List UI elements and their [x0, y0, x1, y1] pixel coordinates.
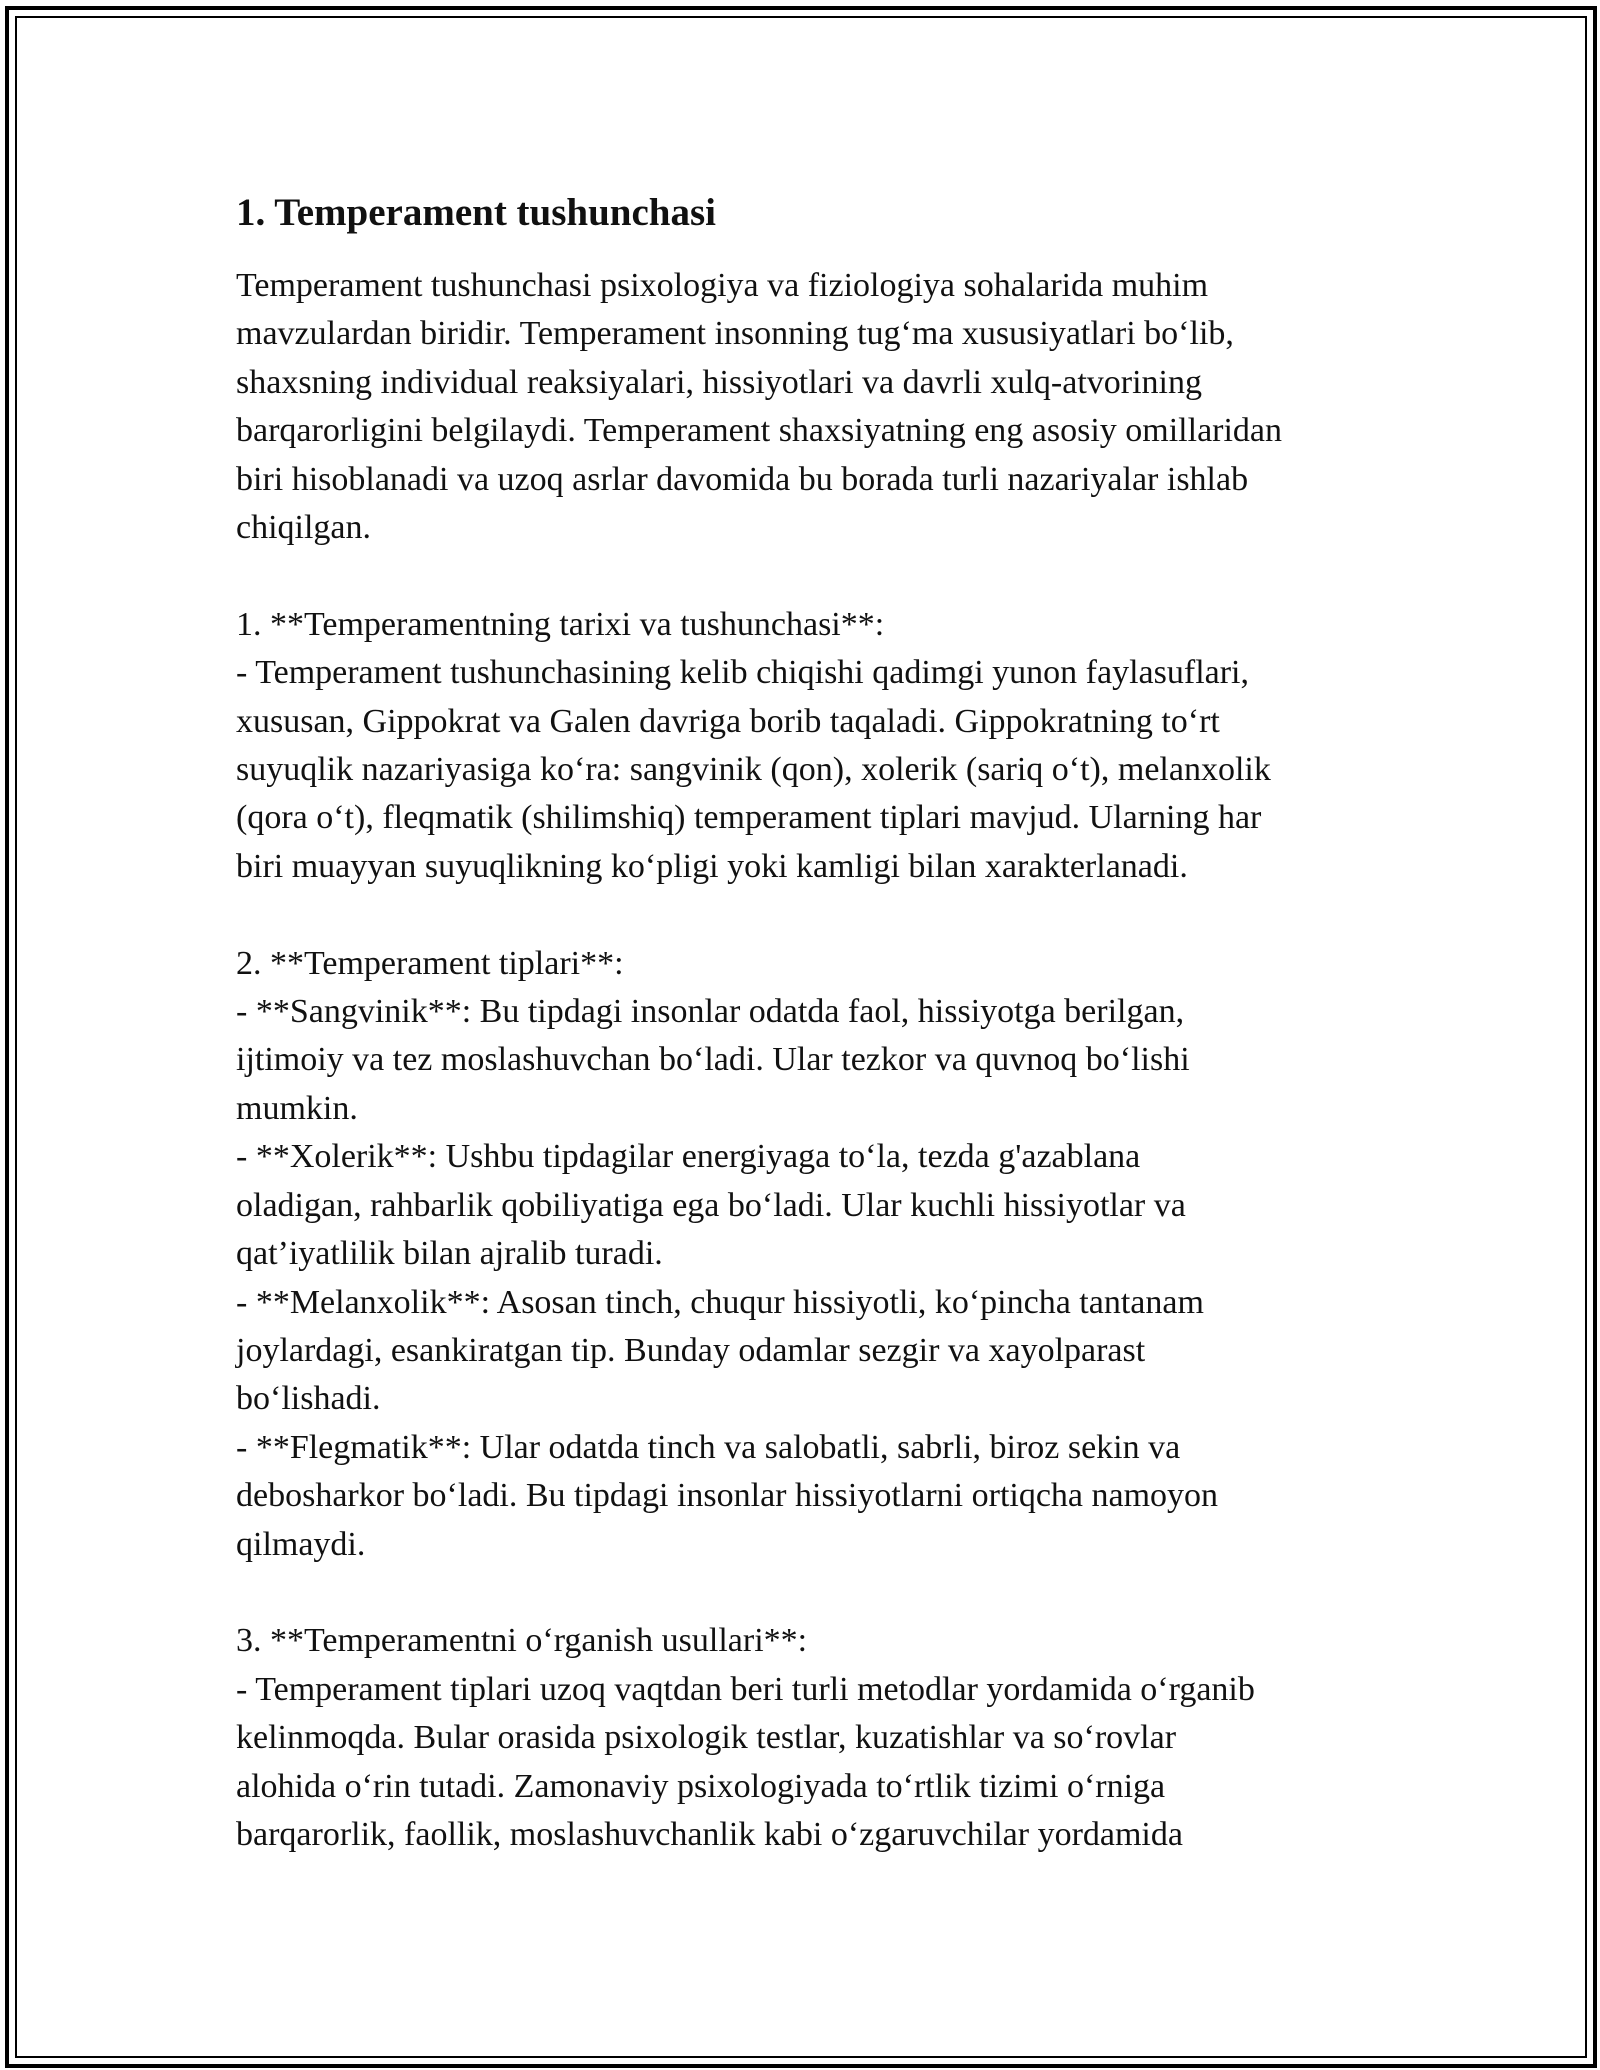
list-item: - Temperament tiplari uzoq vaqtdan beri turli metodlar yordamida o‘rganib kelinmoqda. Bular orasida psixologik testlar, kuzatishlar va so‘rovlar alohida o‘rin tutadi. Zamonaviy psixologiyada to‘rtlik tizimi o‘rniga barqarorlik, faollik, moslashuvchanlik kabi o‘zgaruvchilar yordamida — [236, 1670, 1255, 1853]
section-methods — [236, 1617, 1416, 1859]
section-title: 3. **Temperamentni o‘rganish usullari**: — [236, 1622, 808, 1660]
list-item: - Temperament tushunchasining kelib chiqishi qadimgi yunon faylasuflari, xususan, Gippokrat va Galen davriga borib taqaladi. Gippokratning to‘rt suyuqlik nazariyasiga ko‘ra: sangvinik (qon), xolerik (sariq o‘t), melanxolik (qora o‘t), fleqmatik (shilimshiq) temperament tiplari mavjud. Ularning har biri muayyan suyuqlikning ko‘pligi yoki kamligi bilan xarakterlanadi. — [236, 654, 1271, 885]
section-history — [236, 601, 1416, 891]
section-title: 1. **Temperamentning tarixi va tushunchasi**: — [236, 605, 885, 643]
intro-paragraph: Temperament tushunchasi psixologiya va fiziologiya sohalarida muhim mavzulardan biridir. Temperament insonning tug‘ma xususiyatlari bo‘lib, shaxsning individual reaksiyalari, hissiyotlari va davrli xulq-atvorining barqarorligini belgilaydi. Temperament shaxsiyatning eng asosiy omillaridan biri hisoblanadi va uzoq asrlar davomida bu borada turli nazariyalar ishlab chiqilgan. — [236, 267, 1283, 547]
document-body — [236, 188, 1416, 1859]
section-heading: 1. Temperament tushunchasi — [236, 191, 716, 234]
spacer — [236, 552, 1416, 600]
list-item-sangvinik: - **Sangvinik**: Bu tipdagi insonlar odatda faol, hissiyotga berilgan, ijtimoiy va tez moslashuvchan bo‘ladi. Ular tezkor va quvnoq bo‘lishi mumkin. — [236, 993, 1190, 1127]
spacer — [236, 891, 1416, 939]
section-title: 2. **Temperament tiplari**: — [236, 944, 624, 982]
list-item-xolerik: - **Xolerik**: Ushbu tipdagilar energiyaga to‘la, tezda g'azablana oladigan, rahbarlik qobiliyatiga ega bo‘ladi. Ular kuchli hissiyotlar va qat’iyatlilik bilan ajralib turadi. — [236, 1138, 1186, 1273]
section-types — [236, 940, 1416, 1569]
list-item-flegmatik: - **Flegmatik**: Ular odatda tinch va salobatli, sabrli, biroz sekin va debosharkor bo‘ladi. Bu tipdagi insonlar hissiyotlarni ortiqcha namoyon qilmaydi. — [236, 1428, 1219, 1563]
spacer — [236, 1569, 1416, 1617]
list-item-melanxolik: - **Melanxolik**: Asosan tinch, chuqur hissiyotli, ko‘pincha tantanam joylardagi, esankiratgan tip. Bunday odamlar sezgir va xayolparast bo‘lishadi. — [236, 1283, 1204, 1418]
